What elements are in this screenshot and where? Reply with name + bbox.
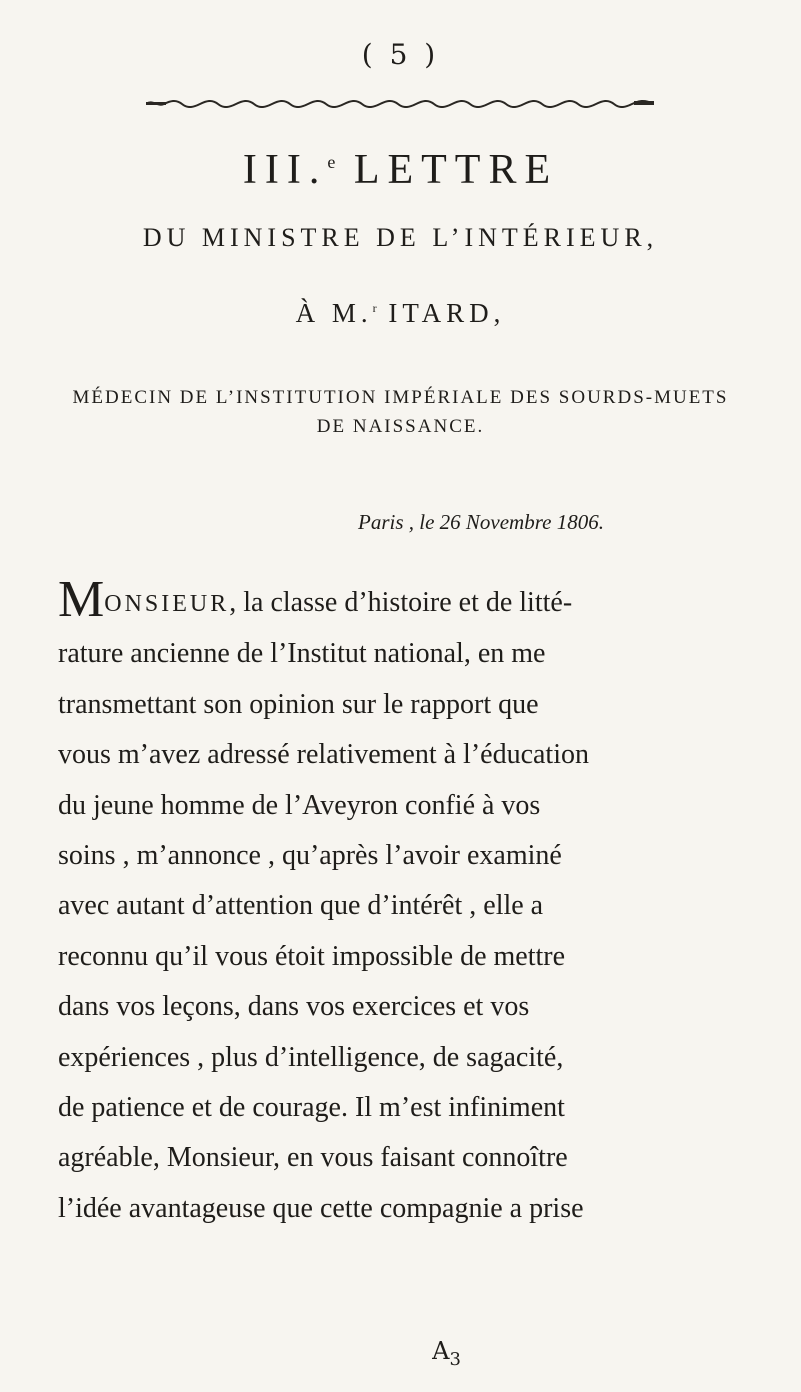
subtitle-line-2 xyxy=(0,298,801,329)
body-line xyxy=(58,571,740,629)
body-line: reconnu qu’il vous étoit impossible de mettre xyxy=(58,940,566,972)
dateline: Paris , le 26 Novembre 1806. xyxy=(358,510,604,534)
dropcap: M xyxy=(58,571,105,628)
body-line: de patience et de courage. Il m’est infiniment xyxy=(58,1092,565,1124)
page-number: ( 5 ) xyxy=(361,38,440,71)
body-line: transmettant son opinion sur le rapport que xyxy=(58,688,539,720)
title-numeral-suffix: e xyxy=(327,152,336,172)
subtitle-line-4: DE NAISSANCE. xyxy=(316,416,485,437)
body-line: rature ancienne de l’Institut national, en me xyxy=(58,638,546,670)
body-line: soins , m’annonce , qu’après l’avoir examiné xyxy=(58,840,562,872)
body-line: dans vos leçons, dans vos exercices et vos xyxy=(58,991,530,1023)
body-line: l’idée avantageuse que cette compagnie a prise xyxy=(58,1192,584,1224)
body-line: vous m’avez adressé relativement à l’éducation xyxy=(58,739,589,771)
body-line: du jeune homme de l’Aveyron confié à vos xyxy=(58,789,541,821)
letter-title xyxy=(0,146,801,194)
subtitle-prefix: À M. xyxy=(295,298,373,328)
opening-smallcaps: ONSIEUR xyxy=(104,591,230,617)
body-line-1-rest: , la classe d’histoire et de litté- xyxy=(229,587,573,618)
body-line: avec autant d’attention que d’intérêt , elle a xyxy=(58,890,544,922)
body-line: agréable, Monsieur, en vous faisant connoître xyxy=(58,1142,568,1174)
subtitle-line-3: MÉDECIN DE L’INSTITUTION IMPÉRIALE DES SOURDS-MUETS xyxy=(72,387,729,408)
signature-number: 3 xyxy=(449,1348,461,1370)
subtitle-line-1: DU MINISTRE DE L’INTÉRIEUR, xyxy=(142,223,659,252)
body-line: expériences , plus d’intelligence, de sagacité, xyxy=(58,1041,564,1073)
title-word: LETTRE xyxy=(353,147,559,193)
decorative-rule-icon xyxy=(146,98,654,108)
title-numeral: III. xyxy=(242,147,328,193)
letter-body xyxy=(58,571,740,1234)
signature-letter: A xyxy=(432,1337,450,1365)
subtitle-prefix-suffix: r xyxy=(372,301,377,315)
signature-mark xyxy=(0,1337,801,1370)
recipient-name: ITARD, xyxy=(388,298,506,328)
